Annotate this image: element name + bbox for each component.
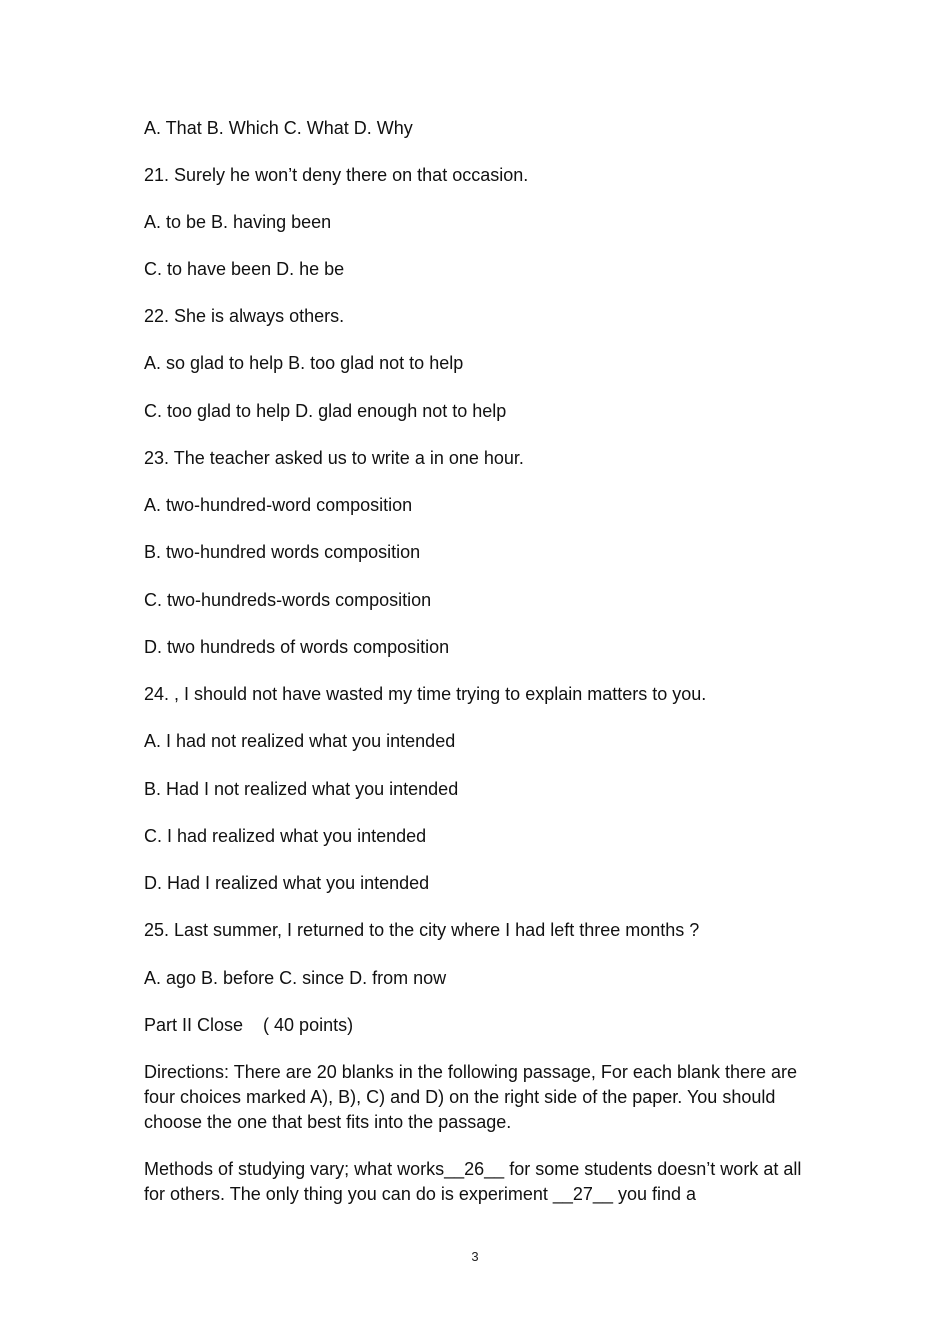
directions-paragraph: Directions: There are 20 blanks in the following passage, For each blank there are four choices marked A), B), C) and D) on the right side of the paper. You should choose the one that best fits into the passage. [144,1062,798,1132]
page-number: 3 [471,1249,479,1264]
question-24: 24. , I should not have wasted my time trying to explain matters to you. [144,684,707,704]
question-25: 25. Last summer, I returned to the city where I had left three months ? [144,920,700,940]
question-23-option-c: C. two-hundreds-words composition [144,590,432,610]
question-22-options-cd: C. too glad to help D. glad enough not to help [144,401,507,421]
question-23-option-d: D. two hundreds of words composition [144,637,450,657]
section-heading-part-ii: Part II Close ( 40 points) [144,1015,354,1035]
question-21: 21. Surely he won’t deny there on that occasion. [144,165,529,185]
question-23-option-b: B. two-hundred words composition [144,542,421,562]
question-24-option-a: A. I had not realized what you intended [144,731,456,751]
passage-paragraph: Methods of studying vary; what works__26__ for some students doesn’t work at all for others. The only thing you can do is experiment __27__ you find a [144,1159,802,1204]
question-22: 22. She is always others. [144,306,345,326]
question-25-options: A. ago B. before C. since D. from now [144,968,447,988]
question-23: 23. The teacher asked us to write a in one hour. [144,448,524,468]
question-24-option-d: D. Had I realized what you intended [144,873,430,893]
question-21-options-ab: A. to be B. having been [144,212,332,232]
question-24-option-c: C. I had realized what you intended [144,826,427,846]
question-24-option-b: B. Had I not realized what you intended [144,779,459,799]
question-23-option-a: A. two-hundred-word composition [144,495,413,515]
question-21-options-cd: C. to have been D. he be [144,259,345,279]
question-22-options-ab: A. so glad to help B. too glad not to help [144,353,464,373]
answer-options-prev: A. That B. Which C. What D. Why [144,118,413,138]
